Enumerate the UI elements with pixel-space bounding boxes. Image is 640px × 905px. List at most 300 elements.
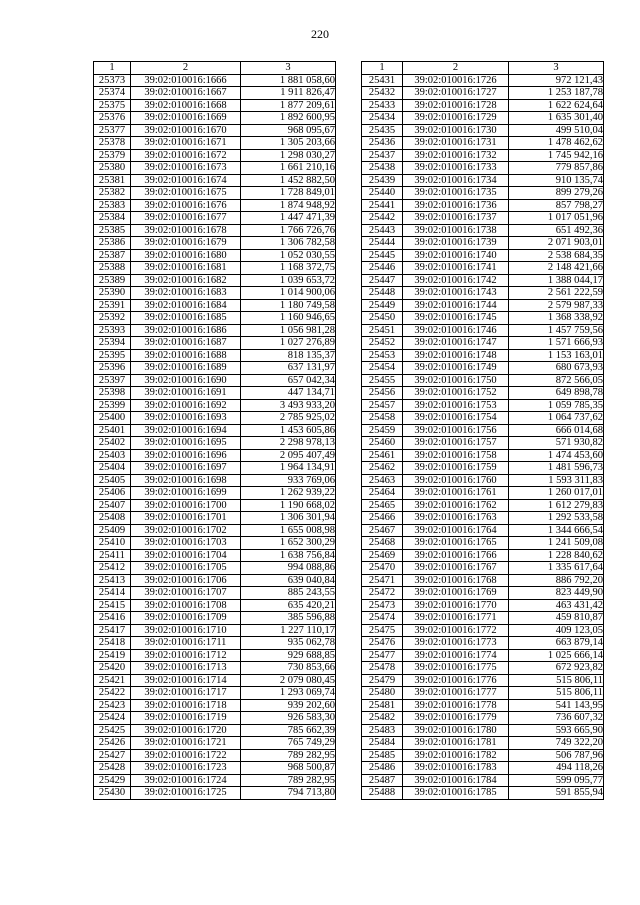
cadastral-number-cell: 39:02:010016:1768: [403, 574, 509, 587]
table-row: [94, 474, 336, 487]
cadastral-number-cell: 39:02:010016:1772: [403, 624, 509, 637]
row-number-cell: 25375: [94, 99, 131, 112]
row-number-cell: 25390: [94, 287, 131, 300]
row-number-cell: 25482: [362, 712, 403, 725]
row-number-cell: 25479: [362, 674, 403, 687]
row-number-cell: 25398: [94, 387, 131, 400]
table-row: [94, 274, 336, 287]
table-row: [362, 499, 604, 512]
cadastral-number-cell: 39:02:010016:1708: [131, 599, 241, 612]
table-row: [94, 662, 336, 675]
table-row: [362, 124, 604, 137]
cadastral-number-cell: 39:02:010016:1734: [403, 174, 509, 187]
value-cell: 1 228 840,62: [509, 549, 604, 562]
value-cell: 672 923,82: [509, 662, 604, 675]
cadastral-number-cell: 39:02:010016:1778: [403, 699, 509, 712]
table-row: [94, 74, 336, 87]
table-row: [94, 737, 336, 750]
row-number-cell: 25476: [362, 637, 403, 650]
cadastral-number-cell: 39:02:010016:1683: [131, 287, 241, 300]
column-header: 1: [94, 62, 131, 75]
cadastral-number-cell: 39:02:010016:1775: [403, 662, 509, 675]
value-cell: 1 474 453,60: [509, 449, 604, 462]
value-cell: 1 874 948,92: [241, 199, 336, 212]
table-row: [362, 399, 604, 412]
value-cell: 635 420,21: [241, 599, 336, 612]
cadastral-number-cell: 39:02:010016:1729: [403, 112, 509, 125]
value-cell: 385 596,88: [241, 612, 336, 625]
row-number-cell: 25439: [362, 174, 403, 187]
table-row: [94, 137, 336, 150]
table-row: [94, 412, 336, 425]
cadastral-number-cell: 39:02:010016:1681: [131, 262, 241, 275]
column-header: 2: [131, 62, 241, 75]
value-cell: 1 612 279,83: [509, 499, 604, 512]
value-cell: 872 566,05: [509, 374, 604, 387]
row-number-cell: 25417: [94, 624, 131, 637]
value-cell: 1 056 981,28: [241, 324, 336, 337]
cadastral-number-cell: 39:02:010016:1770: [403, 599, 509, 612]
value-cell: 2 298 978,13: [241, 437, 336, 450]
table-row: [94, 612, 336, 625]
cadastral-number-cell: 39:02:010016:1728: [403, 99, 509, 112]
value-cell: 1 262 939,22: [241, 487, 336, 500]
cadastral-number-cell: 39:02:010016:1714: [131, 674, 241, 687]
cadastral-number-cell: 39:02:010016:1743: [403, 287, 509, 300]
row-number-cell: 25437: [362, 149, 403, 162]
row-number-cell: 25445: [362, 249, 403, 262]
table-row: [94, 674, 336, 687]
table-row: [362, 687, 604, 700]
value-cell: 929 688,85: [241, 649, 336, 662]
table-row: [94, 262, 336, 275]
cadastral-number-cell: 39:02:010016:1740: [403, 249, 509, 262]
row-number-cell: 25461: [362, 449, 403, 462]
table-row: [362, 649, 604, 662]
row-number-cell: 25436: [362, 137, 403, 150]
row-number-cell: 25481: [362, 699, 403, 712]
cadastral-number-cell: 39:02:010016:1698: [131, 474, 241, 487]
value-cell: 409 123,05: [509, 624, 604, 637]
table-row: [94, 624, 336, 637]
cadastral-number-cell: 39:02:010016:1676: [131, 199, 241, 212]
table-row: [362, 712, 604, 725]
row-number-cell: 25473: [362, 599, 403, 612]
cadastral-number-cell: 39:02:010016:1746: [403, 324, 509, 337]
row-number-cell: 25379: [94, 149, 131, 162]
row-number-cell: 25488: [362, 787, 403, 800]
row-number-cell: 25413: [94, 574, 131, 587]
cadastral-number-cell: 39:02:010016:1759: [403, 462, 509, 475]
value-cell: 899 279,26: [509, 187, 604, 200]
cadastral-number-cell: 39:02:010016:1771: [403, 612, 509, 625]
cadastral-number-cell: 39:02:010016:1672: [131, 149, 241, 162]
value-cell: 1 293 069,74: [241, 687, 336, 700]
value-cell: 494 118,26: [509, 762, 604, 775]
cadastral-number-cell: 39:02:010016:1738: [403, 224, 509, 237]
cadastral-number-cell: 39:02:010016:1687: [131, 337, 241, 350]
value-cell: 789 282,95: [241, 749, 336, 762]
table-row: [94, 362, 336, 375]
cadastral-number-cell: 39:02:010016:1710: [131, 624, 241, 637]
table-row: [94, 524, 336, 537]
cadastral-number-cell: 39:02:010016:1733: [403, 162, 509, 175]
row-number-cell: 25377: [94, 124, 131, 137]
row-number-cell: 25474: [362, 612, 403, 625]
value-cell: 885 243,55: [241, 587, 336, 600]
row-number-cell: 25485: [362, 749, 403, 762]
cadastral-number-cell: 39:02:010016:1695: [131, 437, 241, 450]
value-cell: 663 879,14: [509, 637, 604, 650]
value-cell: 1 306 782,58: [241, 237, 336, 250]
table-row: [362, 187, 604, 200]
row-number-cell: 25432: [362, 87, 403, 100]
row-number-cell: 25415: [94, 599, 131, 612]
table-row: [362, 662, 604, 675]
row-number-cell: 25410: [94, 537, 131, 550]
cadastral-number-cell: 39:02:010016:1700: [131, 499, 241, 512]
value-cell: 649 898,78: [509, 387, 604, 400]
value-cell: 1 478 462,62: [509, 137, 604, 150]
value-cell: 2 538 684,35: [509, 249, 604, 262]
row-number-cell: 25452: [362, 337, 403, 350]
row-number-cell: 25469: [362, 549, 403, 562]
value-cell: 3 493 933,20: [241, 399, 336, 412]
table-row: [94, 724, 336, 737]
table-row: [362, 537, 604, 550]
value-cell: 1 452 882,50: [241, 174, 336, 187]
value-cell: 1 292 533,58: [509, 512, 604, 525]
table-row: [94, 549, 336, 562]
value-cell: 794 713,80: [241, 787, 336, 800]
cadastral-number-cell: 39:02:010016:1718: [131, 699, 241, 712]
table-row: [362, 112, 604, 125]
value-cell: 2 579 987,33: [509, 299, 604, 312]
table-row: [94, 537, 336, 550]
table-row: [94, 87, 336, 100]
row-number-cell: 25486: [362, 762, 403, 775]
row-number-cell: 25424: [94, 712, 131, 725]
table-row: [362, 524, 604, 537]
value-cell: 1 911 826,47: [241, 87, 336, 100]
value-cell: 1 190 668,02: [241, 499, 336, 512]
table-row: [362, 262, 604, 275]
cadastral-number-cell: 39:02:010016:1670: [131, 124, 241, 137]
table-row: [94, 349, 336, 362]
table-row: [94, 424, 336, 437]
value-cell: 515 806,11: [509, 687, 604, 700]
table-row: [362, 549, 604, 562]
cadastral-number-cell: 39:02:010016:1744: [403, 299, 509, 312]
row-number-cell: 25426: [94, 737, 131, 750]
table-row: [362, 512, 604, 525]
table-row: [362, 87, 604, 100]
table-row: [362, 699, 604, 712]
value-cell: 730 853,66: [241, 662, 336, 675]
value-cell: 2 785 925,02: [241, 412, 336, 425]
row-number-cell: 25423: [94, 699, 131, 712]
table-row: [94, 224, 336, 237]
cadastral-number-cell: 39:02:010016:1754: [403, 412, 509, 425]
value-cell: 2 079 080,45: [241, 674, 336, 687]
value-cell: 910 135,74: [509, 174, 604, 187]
table-row: [94, 687, 336, 700]
table-row: [362, 199, 604, 212]
table-row: [94, 587, 336, 600]
row-number-cell: 25374: [94, 87, 131, 100]
table-row: [94, 637, 336, 650]
cadastral-number-cell: 39:02:010016:1736: [403, 199, 509, 212]
table-row: [362, 312, 604, 325]
row-number-cell: 25411: [94, 549, 131, 562]
row-number-cell: 25397: [94, 374, 131, 387]
table-row: [94, 437, 336, 450]
column-header: 3: [509, 62, 604, 75]
value-cell: 1 227 110,17: [241, 624, 336, 637]
row-number-cell: 25386: [94, 237, 131, 250]
table-row: [94, 112, 336, 125]
row-number-cell: 25462: [362, 462, 403, 475]
left-table-body: [94, 74, 336, 799]
column-header: 3: [241, 62, 336, 75]
cadastral-number-cell: 39:02:010016:1668: [131, 99, 241, 112]
row-number-cell: 25394: [94, 337, 131, 350]
table-row: [94, 299, 336, 312]
table-row: [94, 599, 336, 612]
value-cell: 1 039 653,72: [241, 274, 336, 287]
cadastral-number-cell: 39:02:010016:1784: [403, 774, 509, 787]
cadastral-number-cell: 39:02:010016:1706: [131, 574, 241, 587]
table-row: [94, 237, 336, 250]
value-cell: 1 447 471,39: [241, 212, 336, 225]
table-row: [94, 212, 336, 225]
cadastral-number-cell: 39:02:010016:1667: [131, 87, 241, 100]
cadastral-number-cell: 39:02:010016:1764: [403, 524, 509, 537]
right-table-body: [362, 74, 604, 799]
table-row: [94, 449, 336, 462]
table-row: [362, 412, 604, 425]
table-row: [94, 787, 336, 800]
table-row: [94, 287, 336, 300]
value-cell: 639 040,84: [241, 574, 336, 587]
value-cell: 499 510,04: [509, 124, 604, 137]
table-row: [362, 762, 604, 775]
table-row: [362, 599, 604, 612]
cadastral-number-cell: 39:02:010016:1721: [131, 737, 241, 750]
value-cell: 1 745 942,16: [509, 149, 604, 162]
row-number-cell: 25458: [362, 412, 403, 425]
cadastral-number-cell: 39:02:010016:1780: [403, 724, 509, 737]
value-cell: 1 180 749,58: [241, 299, 336, 312]
table-row: [94, 399, 336, 412]
table-row: [362, 624, 604, 637]
column-header: 2: [403, 62, 509, 75]
cadastral-number-cell: 39:02:010016:1719: [131, 712, 241, 725]
table-row: [94, 374, 336, 387]
table-row: [94, 337, 336, 350]
cadastral-number-cell: 39:02:010016:1682: [131, 274, 241, 287]
table-row: [362, 637, 604, 650]
value-cell: 935 062,78: [241, 637, 336, 650]
cadastral-number-cell: 39:02:010016:1774: [403, 649, 509, 662]
table-row: [362, 749, 604, 762]
table-row: [94, 699, 336, 712]
row-number-cell: 25402: [94, 437, 131, 450]
value-cell: 779 857,86: [509, 162, 604, 175]
table-row: [362, 787, 604, 800]
table-row: [362, 224, 604, 237]
value-cell: 1 655 008,98: [241, 524, 336, 537]
value-cell: 1 481 596,73: [509, 462, 604, 475]
row-number-cell: 25381: [94, 174, 131, 187]
value-cell: 1 298 030,27: [241, 149, 336, 162]
value-cell: 1 017 051,96: [509, 212, 604, 225]
cadastral-number-cell: 39:02:010016:1705: [131, 562, 241, 575]
value-cell: 1 344 666,54: [509, 524, 604, 537]
table-row: [94, 387, 336, 400]
table-row: [362, 487, 604, 500]
cadastral-number-cell: 39:02:010016:1696: [131, 449, 241, 462]
table-row: [94, 762, 336, 775]
row-number-cell: 25446: [362, 262, 403, 275]
value-cell: 823 449,90: [509, 587, 604, 600]
value-cell: 1 766 726,76: [241, 224, 336, 237]
header-row: [362, 62, 604, 75]
row-number-cell: 25442: [362, 212, 403, 225]
cadastral-number-cell: 39:02:010016:1773: [403, 637, 509, 650]
row-number-cell: 25433: [362, 99, 403, 112]
cadastral-number-cell: 39:02:010016:1666: [131, 74, 241, 87]
cadastral-number-cell: 39:02:010016:1669: [131, 112, 241, 125]
row-number-cell: 25480: [362, 687, 403, 700]
row-number-cell: 25384: [94, 212, 131, 225]
value-cell: 765 749,29: [241, 737, 336, 750]
row-number-cell: 25456: [362, 387, 403, 400]
row-number-cell: 25393: [94, 324, 131, 337]
cadastral-number-cell: 39:02:010016:1753: [403, 399, 509, 412]
table-row: [362, 99, 604, 112]
cadastral-number-cell: 39:02:010016:1761: [403, 487, 509, 500]
cadastral-number-cell: 39:02:010016:1702: [131, 524, 241, 537]
cadastral-number-cell: 39:02:010016:1777: [403, 687, 509, 700]
value-cell: 1 457 759,56: [509, 324, 604, 337]
row-number-cell: 25484: [362, 737, 403, 750]
value-cell: 1 160 946,65: [241, 312, 336, 325]
cadastral-number-cell: 39:02:010016:1741: [403, 262, 509, 275]
table-row: [362, 74, 604, 87]
value-cell: 571 930,82: [509, 437, 604, 450]
table-row: [362, 462, 604, 475]
table-row: [94, 499, 336, 512]
value-cell: 968 095,67: [241, 124, 336, 137]
value-cell: 447 134,71: [241, 387, 336, 400]
value-cell: 1 260 017,01: [509, 487, 604, 500]
cadastral-number-cell: 39:02:010016:1749: [403, 362, 509, 375]
row-number-cell: 25380: [94, 162, 131, 175]
row-number-cell: 25378: [94, 137, 131, 150]
table-row: [362, 449, 604, 462]
value-cell: 818 135,37: [241, 349, 336, 362]
row-number-cell: 25407: [94, 499, 131, 512]
cadastral-number-cell: 39:02:010016:1783: [403, 762, 509, 775]
cadastral-number-cell: 39:02:010016:1725: [131, 787, 241, 800]
row-number-cell: 25383: [94, 199, 131, 212]
cadastral-number-cell: 39:02:010016:1686: [131, 324, 241, 337]
value-cell: 972 121,43: [509, 74, 604, 87]
row-number-cell: 25466: [362, 512, 403, 525]
table-row: [362, 162, 604, 175]
table-row: [362, 474, 604, 487]
cadastral-number-cell: 39:02:010016:1781: [403, 737, 509, 750]
value-cell: 2 071 903,01: [509, 237, 604, 250]
row-number-cell: 25472: [362, 587, 403, 600]
row-number-cell: 25385: [94, 224, 131, 237]
row-number-cell: 25427: [94, 749, 131, 762]
row-number-cell: 25470: [362, 562, 403, 575]
value-cell: 591 855,94: [509, 787, 604, 800]
table-row: [362, 724, 604, 737]
value-cell: 541 143,95: [509, 699, 604, 712]
table-row: [362, 149, 604, 162]
cadastral-number-cell: 39:02:010016:1779: [403, 712, 509, 725]
value-cell: 1 335 617,64: [509, 562, 604, 575]
table-row: [94, 174, 336, 187]
cadastral-number-cell: 39:02:010016:1763: [403, 512, 509, 525]
value-cell: 1 661 210,16: [241, 162, 336, 175]
row-number-cell: 25483: [362, 724, 403, 737]
cadastral-number-cell: 39:02:010016:1689: [131, 362, 241, 375]
cadastral-number-cell: 39:02:010016:1730: [403, 124, 509, 137]
cadastral-number-cell: 39:02:010016:1675: [131, 187, 241, 200]
cadastral-number-cell: 39:02:010016:1691: [131, 387, 241, 400]
cadastral-number-cell: 39:02:010016:1703: [131, 537, 241, 550]
table-row: [362, 587, 604, 600]
value-cell: 2 561 222,59: [509, 287, 604, 300]
value-cell: 1 881 058,60: [241, 74, 336, 87]
row-number-cell: 25464: [362, 487, 403, 500]
cadastral-number-cell: 39:02:010016:1701: [131, 512, 241, 525]
row-number-cell: 25450: [362, 312, 403, 325]
table-row: [94, 649, 336, 662]
page-number: 220: [311, 27, 329, 41]
row-number-cell: 25443: [362, 224, 403, 237]
value-cell: 968 500,87: [241, 762, 336, 775]
table-row: [94, 249, 336, 262]
row-number-cell: 25399: [94, 399, 131, 412]
table-row: [362, 337, 604, 350]
value-cell: 637 131,97: [241, 362, 336, 375]
row-number-cell: 25455: [362, 374, 403, 387]
value-cell: 785 662,39: [241, 724, 336, 737]
table-row: [362, 137, 604, 150]
value-cell: 1 964 134,91: [241, 462, 336, 475]
row-number-cell: 25431: [362, 74, 403, 87]
table-row: [362, 212, 604, 225]
value-cell: 1 453 605,86: [241, 424, 336, 437]
row-number-cell: 25449: [362, 299, 403, 312]
row-number-cell: 25438: [362, 162, 403, 175]
value-cell: 459 810,87: [509, 612, 604, 625]
cadastral-number-cell: 39:02:010016:1679: [131, 237, 241, 250]
value-cell: 680 673,93: [509, 362, 604, 375]
cadastral-number-cell: 39:02:010016:1680: [131, 249, 241, 262]
cadastral-number-cell: 39:02:010016:1673: [131, 162, 241, 175]
row-number-cell: 25428: [94, 762, 131, 775]
row-number-cell: 25460: [362, 437, 403, 450]
table-row: [94, 462, 336, 475]
value-cell: 1 635 301,40: [509, 112, 604, 125]
row-number-cell: 25430: [94, 787, 131, 800]
